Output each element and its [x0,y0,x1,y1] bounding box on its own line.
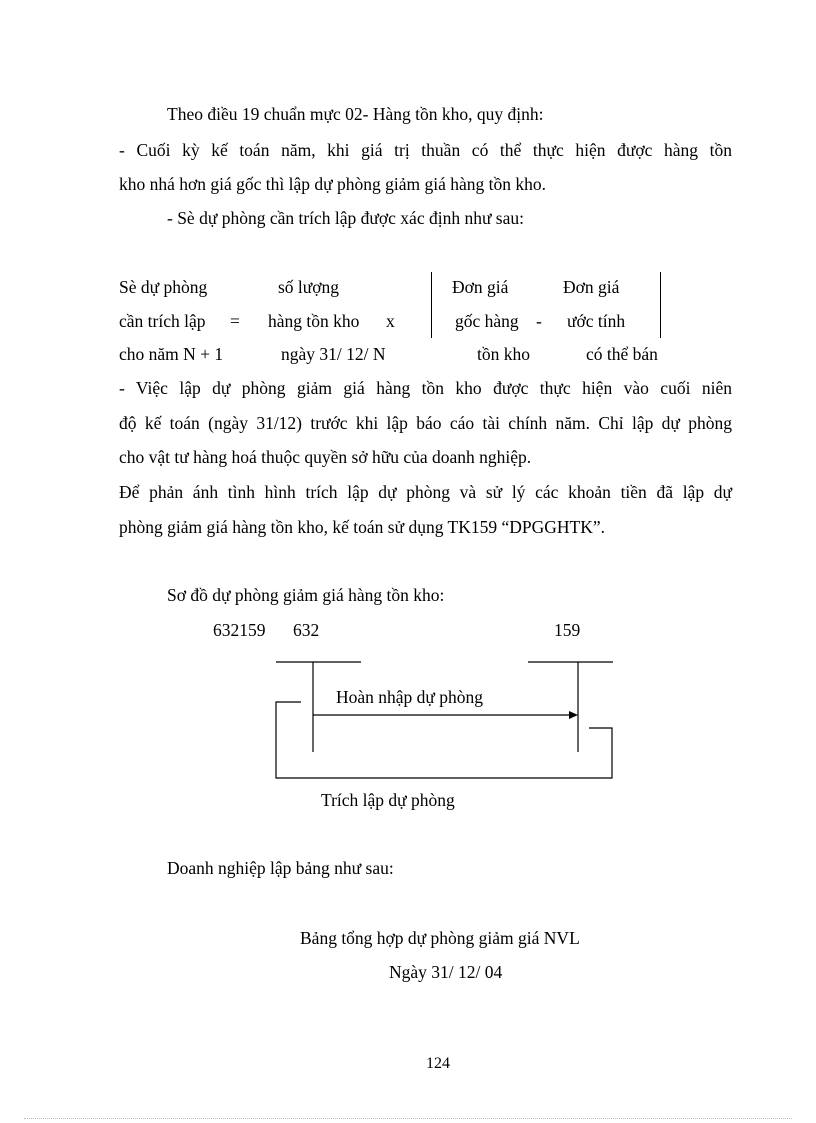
bullet-1-line-1: - Cuối kỳ kế toán năm, khi giá trị thuần có thể thực hiện được hàng tồn [119,140,732,160]
reversal-arrow-head [569,711,578,719]
cost-price-line-1: Đơn giá [452,277,509,297]
account-label-632159: 632159 [213,620,266,640]
quantity-line-2: hàng tồn kho [268,311,360,331]
para1-line-1: - Việc lập dự phòng giảm giá hàng tồn kho được thực hiện vào cuối niên [119,378,732,398]
account-label-159: 159 [554,620,581,640]
table-title: Bảng tổng hợp dự phòng giảm giá NVL [300,928,580,948]
closing-text: Doanh nghiệp lập bảng như sau: [167,858,394,878]
formula-left-line-2: cần trích lập [119,311,206,331]
page-bottom-rule [24,1118,792,1119]
intro-heading: Theo điều 19 chuẩn mực 02- Hàng tồn kho, quy định: [167,104,544,124]
para2-line-1: Để phản ánh tình hình trích lập dự phòng và sử lý các khoản tiền đã lập dự [119,482,732,502]
account-label-632: 632 [293,620,320,640]
para1-line-3: cho vật tư hàng hoá thuộc quyền sở hữu của doanh nghiệp. [119,447,532,467]
para1-line-2: độ kế toán (ngày 31/12) trước khi lập báo cáo tài chính năm. Chỉ lập dự phòng [119,413,732,433]
bullet-2: - Sè dự phòng cần trích lập được xác định như sau: [167,208,524,228]
formula-left-line-3: cho năm N + 1 [119,344,224,364]
table-date: Ngày 31/ 12/ 04 [389,962,503,982]
formula-left-line-1: Sè dự phòng [119,277,208,297]
est-price-line-2: ước tính [567,311,626,331]
times-sign: x [386,311,395,331]
quantity-line-1: số lượng [278,277,340,297]
arrow-label-provision: Trích lập dự phòng [321,790,455,810]
arrow-label-reversal: Hoàn nhập dự phòng [336,687,484,707]
cost-price-line-2: gốc hàng [455,311,519,331]
bullet-1-line-2: kho nhá hơn giá gốc thì lập dự phòng giảm giá hàng tồn kho. [119,174,547,194]
equals-sign: = [230,311,240,331]
est-price-line-3: có thể bán [586,344,658,364]
page-number: 124 [426,1055,450,1072]
minus-sign: - [536,311,542,331]
para2-line-2: phòng giảm giá hàng tồn kho, kế toán sử dụng TK159 “DPGGHTK”. [119,517,605,537]
provision-loop-line [276,702,612,778]
est-price-line-1: Đơn giá [563,277,620,297]
cost-price-line-3: tồn kho [477,344,530,364]
diagram-title: Sơ đồ dự phòng giảm giá hàng tồn kho: [167,585,445,605]
quantity-line-3: ngày 31/ 12/ N [281,344,386,364]
